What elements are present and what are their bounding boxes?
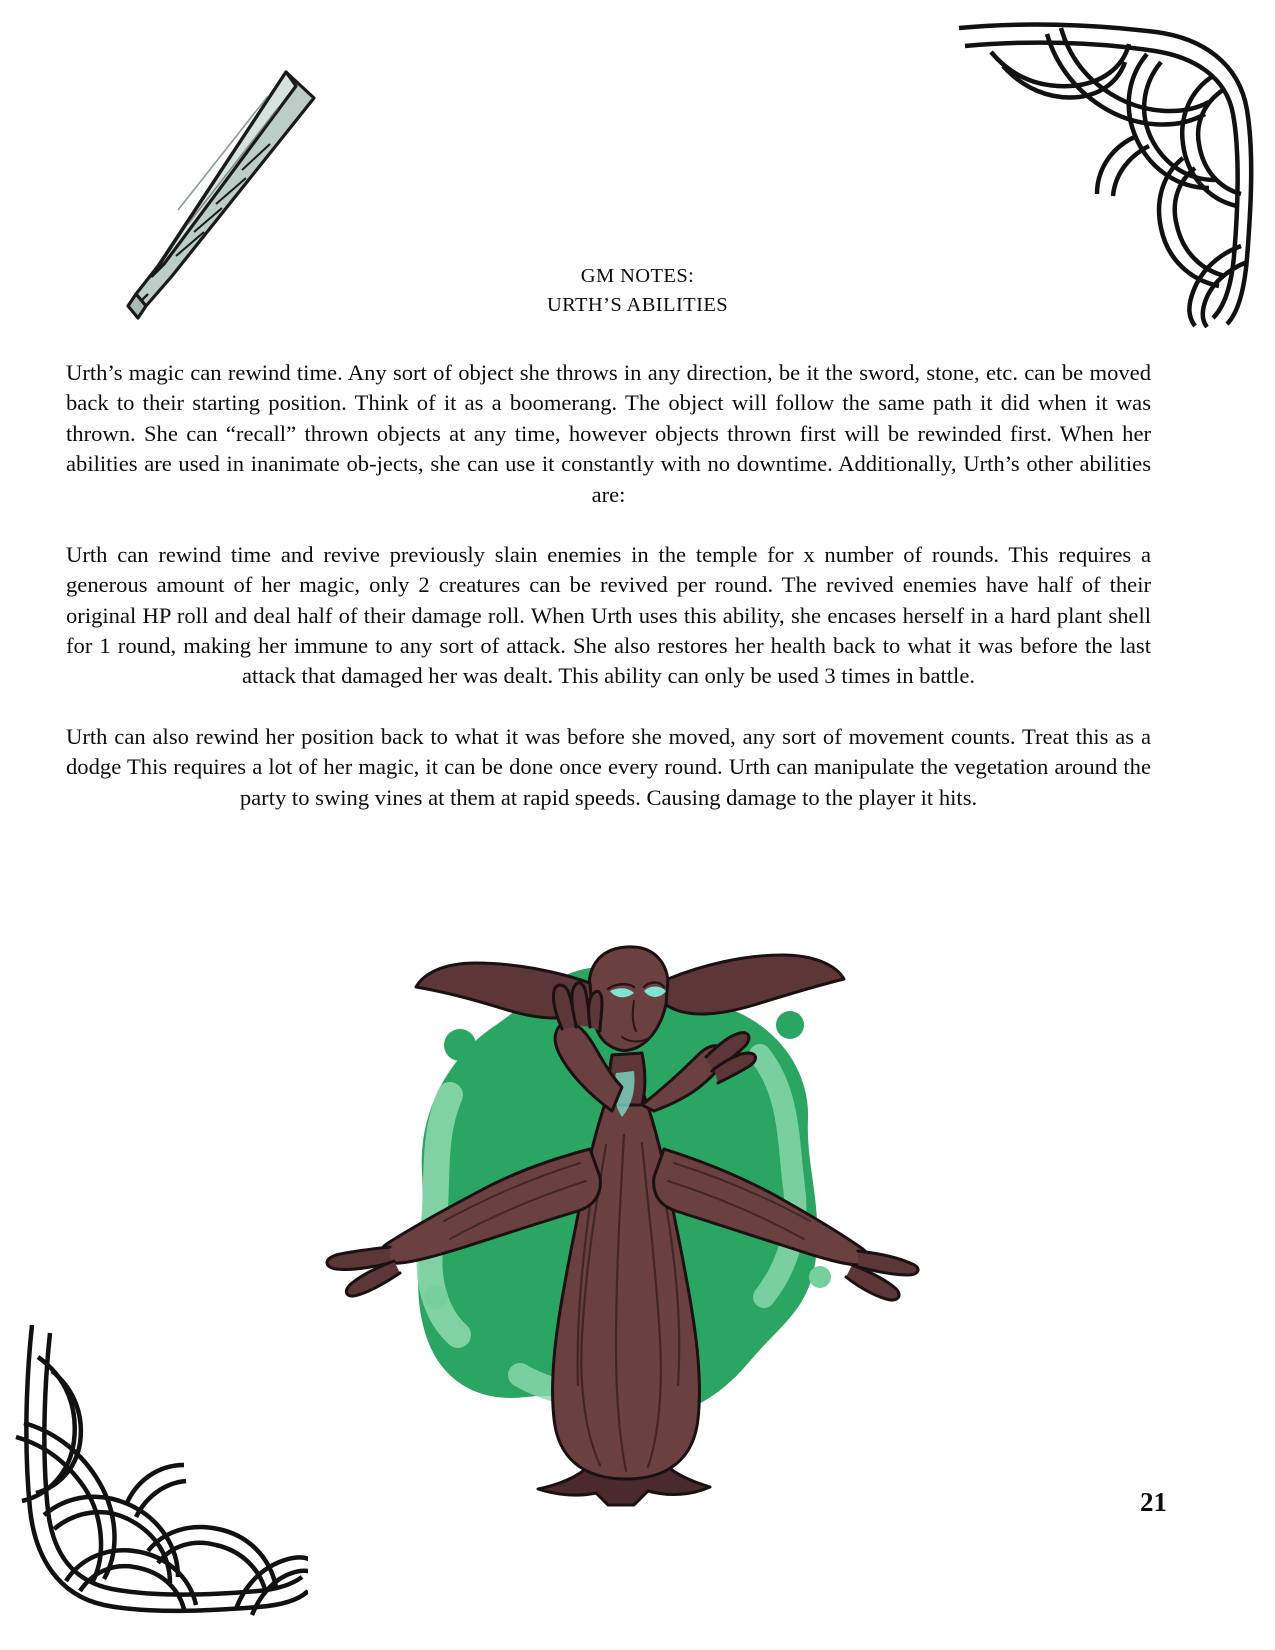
paragraph-2: Urth can rewind time and revive previously slain enemies in the temple for x number of rounds. This requires a generous amount of her magic, only 2 creatures can be revived per round. The revived enemies have half of their original HP roll and deal half of their damage roll. When Urth uses this ability, she encases herself in a hard plant shell for 1 round, making her immune to any sort of attack. She also restores her health back to what it was before the last attack that damaged her was dealt. This ability can only be used 3 times in battle. xyxy=(66,541,1151,689)
paragraph-3: Urth can also rewind her position back to what it was before she moved, any sort of movement counts. Treat this as a dodge This requires a lot of her magic, it can be done once every round. Urth can manipulate the vegetation around the party to swing vines at them at rapid speeds. Causing damage to the player it hits. xyxy=(66,723,1151,810)
page-title-line-2: URTH’S ABILITIES xyxy=(546,294,729,317)
page-title xyxy=(0,262,1275,320)
page-number: 21 xyxy=(1140,1487,1167,1517)
tree-creature-illustration xyxy=(290,905,950,1530)
celtic-knot-corner-icon-bottom-left xyxy=(8,1319,308,1624)
page-title-line-1: GM NOTES: xyxy=(580,265,695,287)
body-text xyxy=(66,358,1151,813)
paragraph-1: Urth’s magic can rewind time. Any sort of object she throws in any direction, be it the sword, stone, etc. can be moved back to their starting position. Think of it as a boomerang. The object will follow the same path it did when it was thrown. She can “recall” thrown objects at any time, however objects thrown first will be rewinded first. When her abilities are used in inanimate ob-jects, she can use it constantly with no downtime. Additionally, Urth’s other abilities are: xyxy=(66,360,1151,507)
